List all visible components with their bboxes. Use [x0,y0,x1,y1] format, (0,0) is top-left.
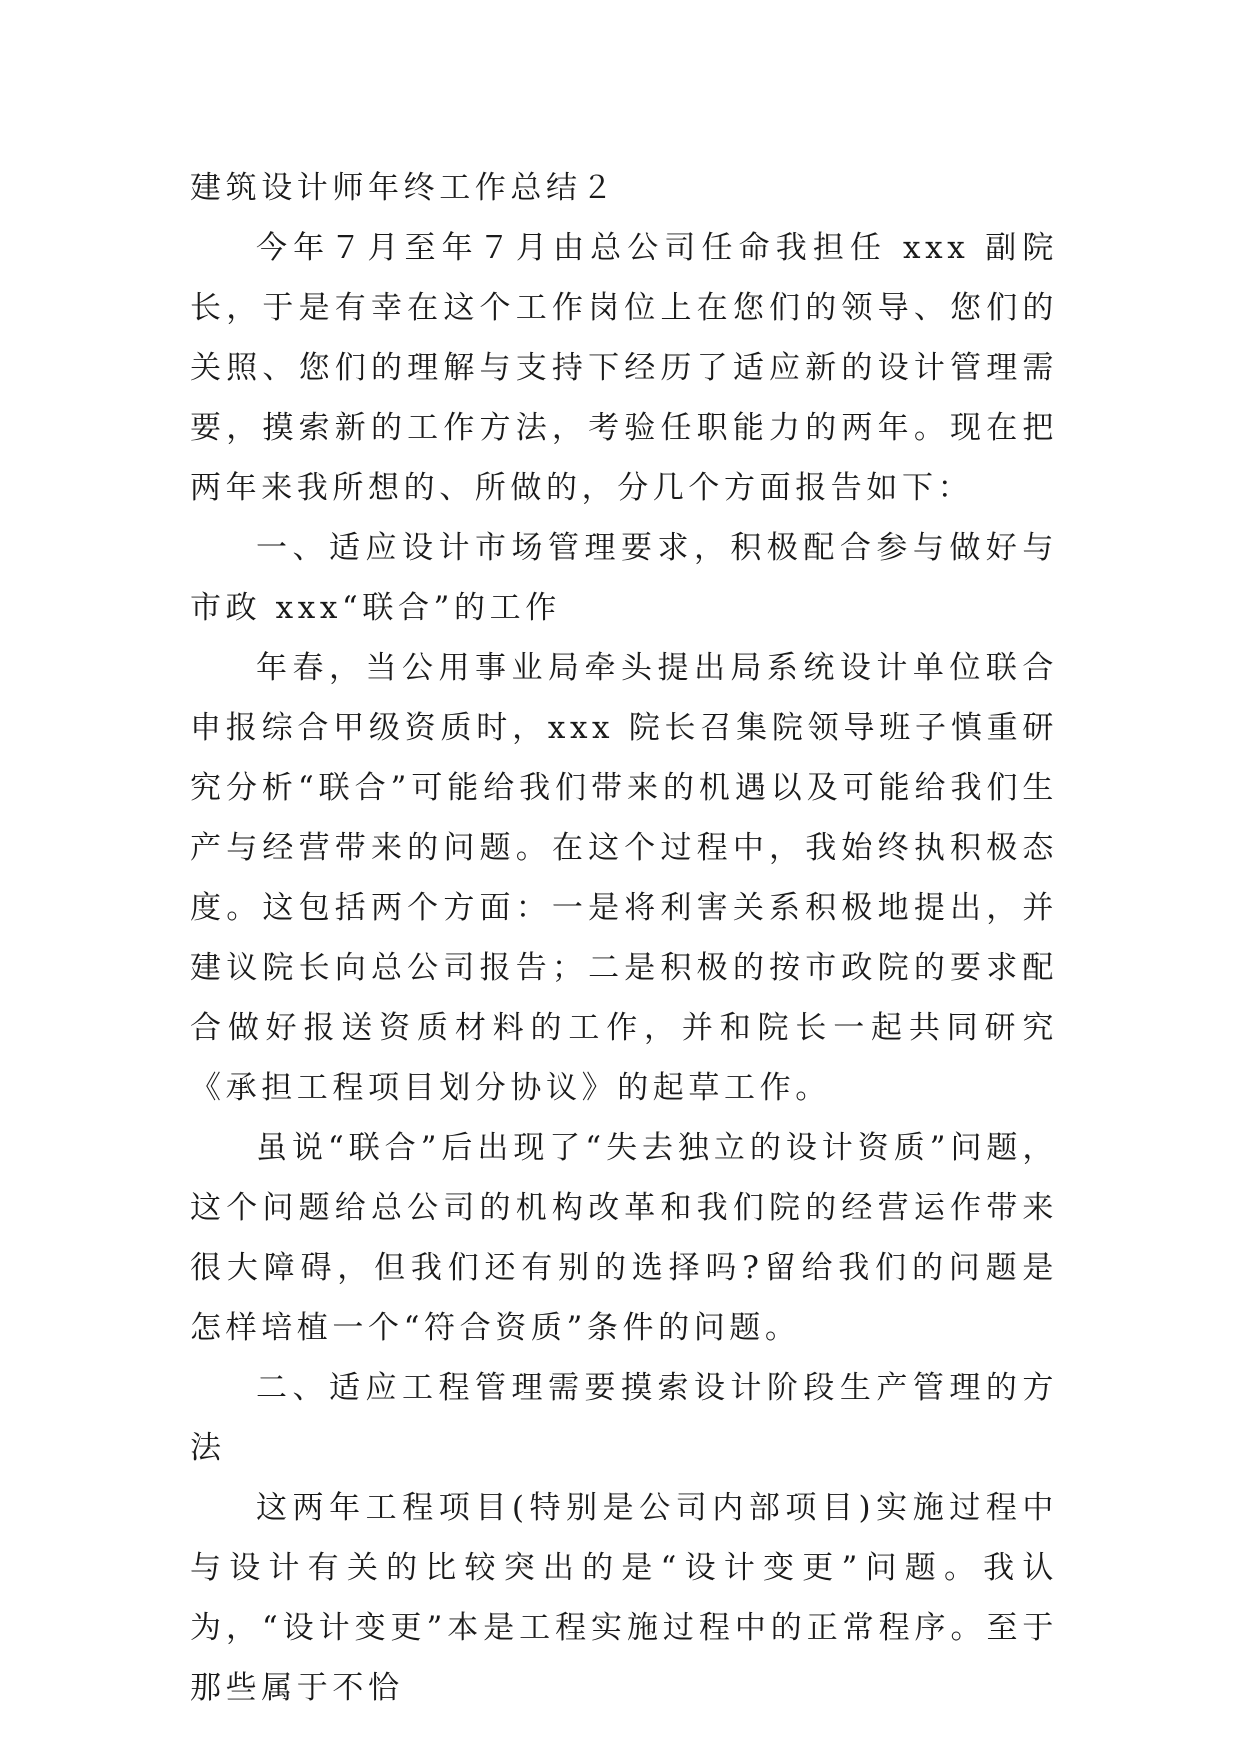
paragraph-intro: 今年７月至年７月由总公司任命我担任 xxx 副院长，于是有幸在这个工作岗位上在您们的领导、您们的关照、您们的理解与支持下经历了适应新的设计管理需要，摸索新的工作方法，考验任职能力的两年。现在把两年来我所想的、所做的，分几个方面报告如下： [190,230,1058,506]
section-heading-2: 二、适应工程管理需要摸索设计阶段生产管理的方法 [190,1370,1058,1466]
paragraph-section-2-body: 这两年工程项目(特别是公司内部项目)实施过程中与设计有关的比较突出的是“设计变更”问题。我认为，“设计变更”本是工程实施过程中的正常程序。至于那些属于不恰 [190,1490,1058,1706]
document-body [190,158,1058,1718]
paragraph-section-1-body: 年春，当公用事业局牵头提出局系统设计单位联合申报综合甲级资质时，xxx 院长召集院领导班子慎重研究分析“联合”可能给我们带来的机遇以及可能给我们生产与经营带来的问题。在这个过程中，我始终执积极态度。这包括两个方面：一是将利害关系积极地提出，并建议院长向总公司报告；二是积极的按市政院的要求配合做好报送资质材料的工作，并和院长一起共同研究《承担工程项目划分协议》的起草工作。 [190,650,1058,1106]
section-heading-1: 一、适应设计市场管理要求，积极配合参与做好与市政 xxx“联合”的工作 [190,530,1058,626]
paragraph-section-1-conclusion: 虽说“联合”后出现了“失去独立的设计资质”问题，这个问题给总公司的机构改革和我们院的经营运作带来很大障碍，但我们还有别的选择吗?留给我们的问题是怎样培植一个“符合资质”条件的问题。 [190,1130,1058,1346]
document-title: 建筑设计师年终工作总结２ [190,170,618,206]
